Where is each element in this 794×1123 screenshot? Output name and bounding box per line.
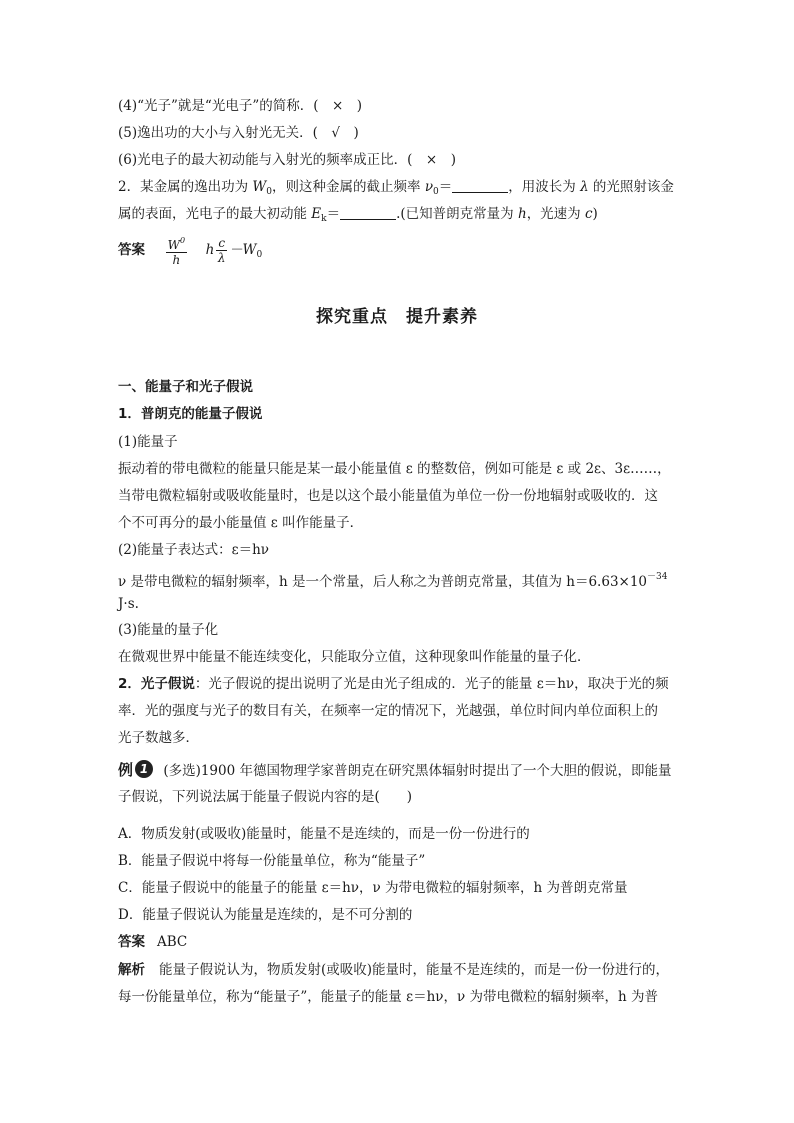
paragraph-title-1: (1)能量子 <box>118 434 178 450</box>
photon-hypothesis-line-3: 光子数越多． <box>118 730 199 746</box>
judgement-item-4: (4)“光子”就是“光电子”的简称．( × ) <box>118 98 363 114</box>
answer-1: 答案 $\frac{W^0}{h}$ h $\frac{c}{\lambda}$ $-W_0$ <box>118 236 263 267</box>
question-2-line-2: 属的表面，光电子的最大初动能 $E_k=$ .(已知普朗克常量为 h，光速为 c) <box>118 206 598 224</box>
example-1-line-1: 例 1 (多选)1900 年德国物理学家普朗克在研究黑体辐射时提出了一个大胆的假说，即能量 <box>118 761 672 779</box>
paragraph-2-line-2: J·s. <box>118 596 139 612</box>
paragraph-1-line-2: 当带电微粒辐射或吸收能量时，也是以这个最小能量值为单位一份一份地辐射或吸收的．这 <box>118 488 658 504</box>
section-heading: 一、能量子和光子假说 <box>118 379 253 395</box>
judgement-item-6: (6)光电子的最大初动能与入射光的频率成正比．( × ) <box>118 152 456 168</box>
example-answer: 答案 ABC <box>118 934 188 950</box>
analysis-line-2: 每一份能量单位，称为“能量子”，能量子的能量 ε＝hν，ν 为带电微粒的辐射频率，h 为普 <box>118 989 658 1005</box>
answer-blank <box>340 207 396 220</box>
subsection-heading-1: 1．普朗克的能量子假说 <box>118 406 263 422</box>
option-a: A．物质发射(或吸收)能量时，能量不是连续的，而是一份一份进行的 <box>118 826 530 842</box>
section-title: 探究重点 提升素养 <box>316 307 478 327</box>
fraction-w0-over-h: $\frac{W^0}{h}$ <box>167 236 186 267</box>
paragraph-1-line-1: 振动着的带电微粒的能量只能是某一最小能量值 ε 的整数倍，例如可能是 ε 或 2ε、3ε……， <box>118 461 671 477</box>
question-2-line-1: 2．某金属的逸出功为 $W_0$，则这种金属的截止频率 $\nu_0=$ ，用波长为 λ 的光照射该金 <box>118 179 674 197</box>
answer-blank <box>452 180 508 193</box>
option-d: D．能量子假说认为能量是连续的，是不可分割的 <box>118 907 413 923</box>
paragraph-3-line-1: 在微观世界中能量不能连续变化，只能取分立值，这种现象叫作能量的量子化． <box>118 649 591 665</box>
analysis-line-1: 解析 能量子假说认为，物质发射(或吸收)能量时，能量不是连续的，而是一份一份进行的， <box>118 962 670 978</box>
judgement-item-5: (5)逸出功的大小与入射光无关．( √ ) <box>118 125 359 141</box>
option-b: B．能量子假说中将每一份能量单位，称为“能量子” <box>118 853 426 869</box>
paragraph-title-3: (3)能量的量子化 <box>118 622 219 638</box>
paragraph-2-line-1: ν 是带电微粒的辐射频率，h 是一个常量，后人称之为普朗克常量，其值为 $h=6.63\times 10^{-34}$ <box>118 572 668 590</box>
fraction-c-over-lambda: $\frac{c}{\lambda}$ <box>217 236 226 265</box>
option-c: C．能量子假说中的能量子的能量 ε＝hν，ν 为带电微粒的辐射频率，h 为普朗克常量 <box>118 880 628 896</box>
photon-hypothesis-line-2: 率．光的强度与光子的数目有关，在频率一定的情况下，光越强，单位时间内单位面积上的 <box>118 703 658 719</box>
photon-hypothesis-line-1: 2．光子假说：光子假说的提出说明了光是由光子组成的．光子的能量 ε＝hν，取决于光的频 <box>118 676 669 692</box>
example-1-line-2: 子假说，下列说法属于能量子假说内容的是( ) <box>118 789 413 805</box>
example-number-badge: 1 <box>135 760 153 778</box>
paragraph-1-line-3: 个不可再分的最小能量值 ε 叫作能量子． <box>118 515 364 531</box>
paragraph-title-2: (2)能量子表达式：ε＝hν <box>118 542 270 558</box>
